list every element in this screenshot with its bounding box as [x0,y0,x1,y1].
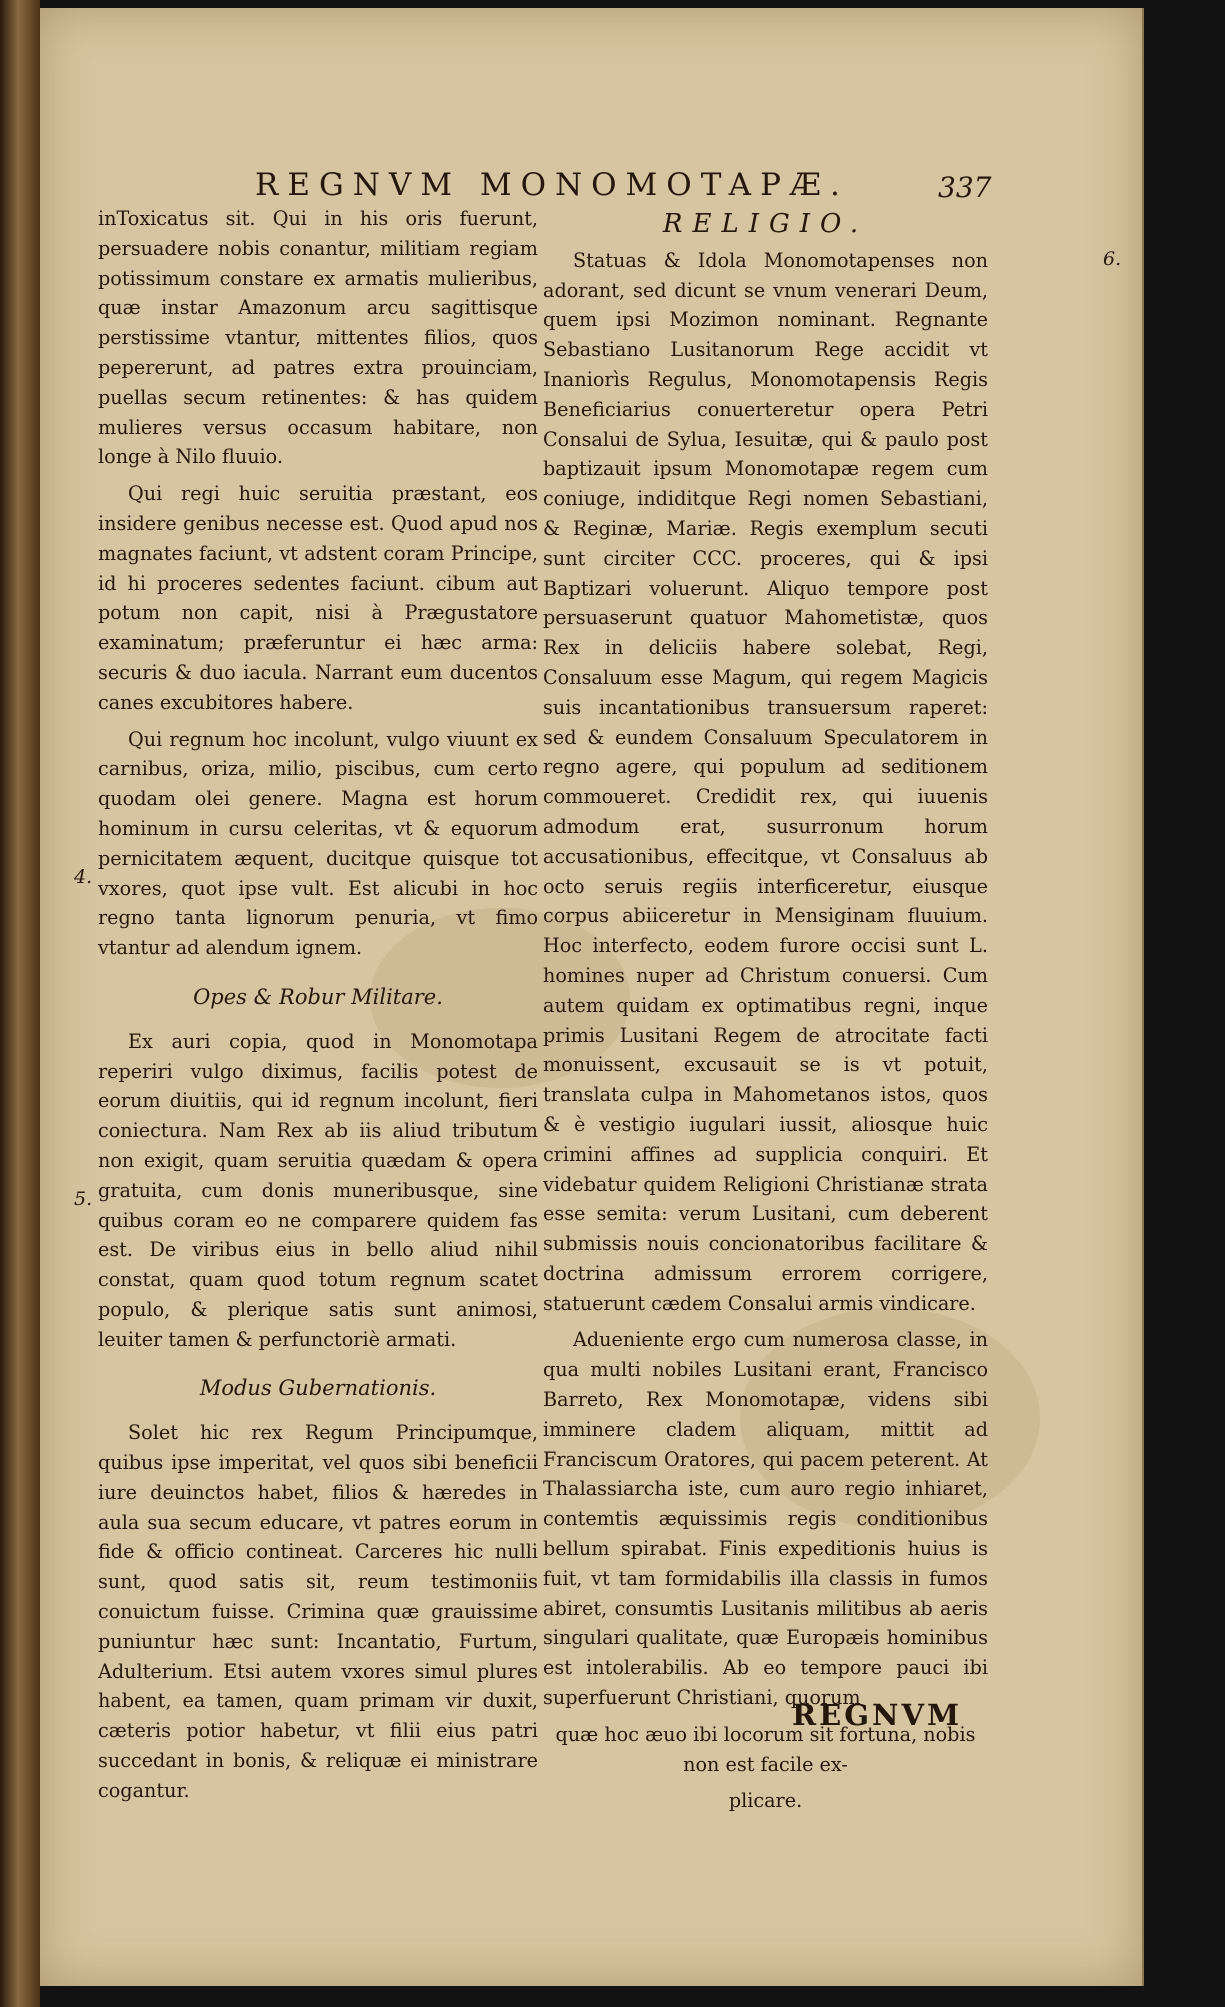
paragraph: Qui regi huic seruitia præstant, eos insidere genibus necesse est. Quod apud nos magnates faciunt, vt adstent coram Principe, id hi proceres sedentes faciunt. cibum aut potum non capit, nisi à Prægustatore examinatum; præferuntur ei hæc arma: securis & duo iacula. Narrant eum ducentos canes excubitores habere. [98,482,538,714]
margin-note: 5. [74,1188,93,1210]
section-heading: Opes & Robur Militare. [193,984,443,1009]
paragraph: Adueniente ergo cum numerosa classe, in qua multi nobiles Lusitani erant, Francisco Barreto, Rex Monomotapæ, videns sibi imminere cladem aliquam, mittit ad Franciscum Oratores, qui pacem peterent. At Thalassiarcha iste, cum auro regio inhiaret, contemtis æquissimis regis conditionibus bellum spirabat. Finis expeditionis huius is fuit, vt tam formidabilis illa classis in fumos abiret, consumtis Lusitanis militibus ab aeris singulari qualitate, quæ Europæis hominibus est intolerabilis. Ab eo tempore pauci ibi superfuerunt Christiani, quorum [543,1328,988,1710]
running-title: REGNVM MONOMOTAPÆ. [255,167,849,203]
paragraph: Statuas & Idola Monomotapenses non adorant, sed dicunt se vnum venerari Deum, quem ipsi Mozimon nominant. Regnante Sebastiano Lusitanorum Rege accidit vt Inaniorìs Regulus, Monomotapensis Regis Beneficiarius conuerteretur opera Petri Consalui de Sylua, Iesuitæ, qui & paulo post baptizauit ipsum Monomotapæ regem cum coniuge, indiditque Regi nomen Sebastiani, & Reginæ, Mariæ. Regis exemplum secuti sunt circiter CCC. proceres, qui & ipsi Baptizari voluerunt. Aliquo tempore post persuaserunt quatuor Mahometistæ, quos Rex in deliciis habere solebat, Regi, Consaluum esse Magum, qui regem Magicis suis incantationibus transuersum raperet: sed & eundem Consaluum Speculatorem in regno agere, qui populum ad seditionem commoueret. Credidit rex, qui iuuenis admodum erat, susurronum horum accusationibus, effecitque, vt Consaluus ab octo seruis regiis interficeretur, eiusque corpus abiiceretur in Mensiginam fluuium. Hoc interfecto, eodem furore occisi sunt L. homines nuper ad Christum conuersi. Cum autem quidam ex optimatibus regni, inque primis Lusitani Regem de atrocitate facti monuissent, excusauit se is vt potuit, translata culpa in Mahometanos istos, quos & è vestigio iugulari iussit, aliosque huic crimini affines ad supplicia conquiri. Et videbatur quidem Religioni Christianæ strata esse semita: verum Lusitani, cum deberent submissis nouis concionatoribus facilitare & doctrina admissum errorem corrigere, statuerunt cædem Consalui armis vindicare. [543,248,988,1315]
paragraph: Qui regnum hoc incolunt, vulgo viuunt ex carnibus, oriza, milio, piscibus, cum certo quodam olei genere. Magna est horum hominum in cursu celeritas, vt & equorum pernicitatem æquent, ducitque quisque tot vxores, quot ipse vult. Est alicubi in hoc regno tanta lignorum penuria, vt fimo vtantur ad alendum ignem. [98,727,538,960]
closing-line: quæ hoc æuo ibi locorum sit fortuna, nobis non est facile ex- [555,1722,976,1776]
margin-note: 6. [1103,248,1122,270]
closing-line: plicare. [728,1789,803,1813]
paragraph: inToxicatus sit. Qui in his oris fuerunt, persuadere nobis conantur, militiam regiam potissimum constare ex armatis mulieribus, quæ instar Amazonum arcu sagittisque perstissime vtantur, mittentes filios, quos pepererunt, ad patres extra prouinciam, puellas secum retinentes: & has quidem mulieres versus occasum habitare, non longe à Nilo fluuio. [98,207,538,469]
book-spine [0,0,40,2007]
document-page [40,8,1144,1986]
page-header [40,167,1142,207]
right-column [543,204,988,1823]
paragraph: Ex auri copia, quod in Monomotapa reperiri vulgo diximus, facilis potest de eorum diuitiis, qui id regnum incolunt, fieri coniectura. Nam Rex ab iis aliud tributum non exigit, quam seruitia quædam & opera gratuita, cum donis muneribusque, sine quibus coram eo ne comparere quidem fas est. De viribus eius in bello aliud nihil constat, quam quod totum regnum scatet populo, & plerique satis sunt animosi, leuiter tamen & perfunctoriè armati. [98,1029,538,1351]
margin-note: 4. [74,866,93,888]
section-heading: Modus Gubernationis. [199,1376,437,1401]
paragraph: Solet hic rex Regum Principumque, quibus ipse imperitat, vel quos sibi beneficii iure deuinctos habet, filios & hæredes in aula sua secum educare, vt patres eorum in fide & officio contineat. Carceres hic nulli sunt, quod satis sit, reum testimoniis conuictum fuisse. Crimina quæ grauissime puniuntur hæc sunt: Incantatio, Furtum, Adulterium. Etsi autem vxores simul plures habent, ea tamen, quam primam vir duxit, cæteris potior habetur, vt filii eius patri succedant in bonis, & reliquæ ei ministrare cogantur. [98,1421,538,1802]
catchword: REGNVM [792,1698,963,1732]
page-number: 337 [938,171,992,204]
left-column [98,204,538,1813]
section-heading: RELIGIO. [662,209,869,239]
